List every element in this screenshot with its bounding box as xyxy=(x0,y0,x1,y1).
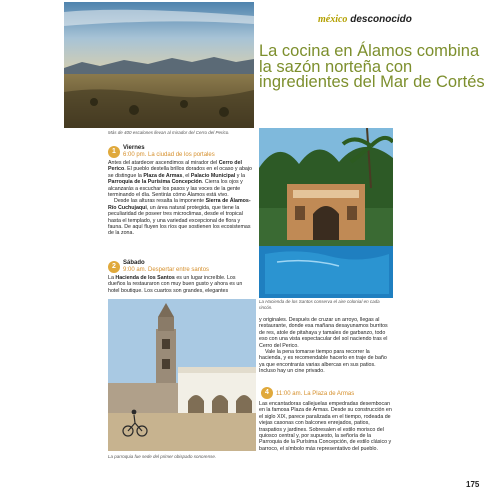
section-number-4: 4 xyxy=(261,387,273,399)
section-number-1: 1 xyxy=(108,146,120,158)
plaza-photo xyxy=(108,299,256,451)
section-time-viernes: 6:00 pm. La ciudad de los portales xyxy=(123,152,215,158)
viernes-text xyxy=(108,160,253,237)
plaza-paragraph-1: Las encantadoras callejuelas empedradas desembocan en la famosa Plaza de Armas. Desde su construcción en el siglo XIX, parece paralizada en el tiempo, rodeada de viejas casonas con balcones enrejados, patios, traspatios y jardines. Sobresalen el estilo morisco del quiosco central y, por supuesto, la señoría de la Parroquia de la Purísima Concepción, de estilo clásico y barroco, el símbolo más representativo del pueblo. xyxy=(259,401,392,452)
viernes-paragraph-2: Desde las alturas resalta la imponente Sierra de Álamos-Río Cuchujaqui, un área natural protegida, que tiene la peculiaridad de poseer tres microclimas, desde el tropical hasta el templado, y una variedad excepcional de flora y fauna. De aquí fluyen los ríos que sostienen los ecosistemas de la zona. xyxy=(108,198,251,237)
sabado-paragraph-1: La Hacienda de los Santos es un lugar increíble. Los dueños la restauraron con muy buen gusto y ahora es un hotel boutique. Los cuartos son grandes, elegantes xyxy=(108,275,243,294)
sabado-text xyxy=(108,275,253,294)
headline: La cocina en Álamos combina la sazón norteña con ingredientes del Mar de Cortés xyxy=(259,42,485,91)
plaza-text xyxy=(259,401,393,452)
page-number: 175 xyxy=(466,480,480,489)
col2-paragraph-2: Vale la pena tomarse tiempo para recorrer la hacienda, y es recomendable hacerlo en traje de baño ya que encontrarás varias albercas en sus patios. Incluso hay un cine privado. xyxy=(259,349,387,375)
section-day-viernes: Viernes xyxy=(123,145,145,151)
hacienda-caption: La Hacienda de los Santos conserva el aire colonial en cada rincón. xyxy=(259,299,380,310)
section-time-plaza: 11:00 am. La Plaza de Armas xyxy=(276,391,355,397)
magazine-brand xyxy=(318,14,412,25)
col2-paragraph-1: y originales. Después de cruzar un arroyo, llegas al restaurante, donde esa mañana desayunamos burritos de res, atole de pitahaya y tamales de garbanzo, todo eso con una vista espectacular del sol naciendo tras el Cerro del Perico. xyxy=(259,317,388,349)
section-number-2: 2 xyxy=(108,261,120,273)
section-time-sabado: 9:00 am. Despertar entre santos xyxy=(123,267,210,273)
landscape-caption: Más de 400 escalones llevan al mirador del Cerro del Perico. xyxy=(108,130,230,135)
section-day-sabado: Sábado xyxy=(123,260,145,266)
plaza-caption: La parroquia fue sede del primer obispado sonorense. xyxy=(108,454,217,459)
landscape-photo xyxy=(64,2,254,128)
viernes-paragraph-1: Antes del atardecer ascendimos al mirador del Cerro del Perico. El pueblo destella brillos dorados en el ocaso y abajo se distingue la Plaza de Armas, el Palacio Municipal y la Parroquia de la Purísima Concepción. Cierra los ojos y alcanzarás a escuchar los pasos y las voces de la gente terminando el día. Sentirás cómo Álamos está vivo. xyxy=(108,160,252,199)
hacienda-photo xyxy=(259,128,393,298)
brand-part-1: méxico xyxy=(318,14,348,25)
hacienda-continued-text xyxy=(259,317,393,375)
brand-part-2: desconocido xyxy=(347,14,412,25)
